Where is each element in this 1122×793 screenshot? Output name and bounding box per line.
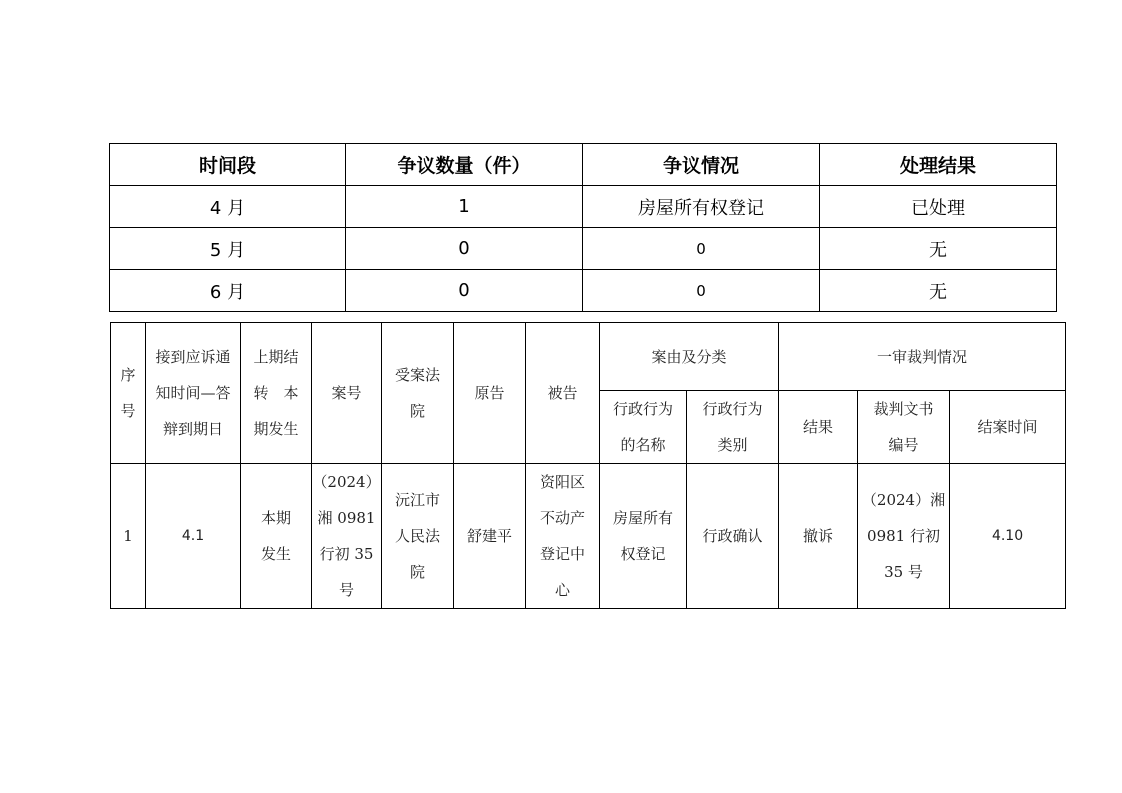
header-case-number: 案号 <box>312 323 382 464</box>
header-document-number: 裁判文书 编号 <box>858 391 950 464</box>
header-handling-result: 处理结果 <box>820 144 1057 186</box>
cell-carryover: 本期 发生 <box>241 464 312 609</box>
summary-row <box>110 228 1057 270</box>
header-action-name: 行政行为 的名称 <box>600 391 687 464</box>
cell-result: 已处理 <box>820 186 1057 228</box>
cell-situation: 0 <box>583 228 820 270</box>
header-seq: 序 号 <box>111 323 146 464</box>
cell-action-name: 房屋所有 权登记 <box>600 464 687 609</box>
cell-count: 1 <box>346 186 583 228</box>
cell-seq: 1 <box>111 464 146 609</box>
summary-header-row <box>110 144 1057 186</box>
header-plaintiff: 原告 <box>454 323 526 464</box>
header-cause-classification: 案由及分类 <box>600 323 779 391</box>
header-judgment-result: 结果 <box>779 391 858 464</box>
cell-period: 4 月 <box>110 186 346 228</box>
cell-situation: 房屋所有权登记 <box>583 186 820 228</box>
cell-result: 无 <box>820 228 1057 270</box>
cell-period: 5 月 <box>110 228 346 270</box>
header-dispute-count: 争议数量（件） <box>346 144 583 186</box>
cell-case-number: （2024） 湘 0981 行初 35 号 <box>312 464 382 609</box>
header-defendant: 被告 <box>526 323 600 464</box>
cell-count: 0 <box>346 270 583 312</box>
cell-notice-time: 4.1 <box>146 464 241 609</box>
summary-row <box>110 270 1057 312</box>
cell-judgment-result: 撤诉 <box>779 464 858 609</box>
cell-defendant: 资阳区 不动产 登记中 心 <box>526 464 600 609</box>
header-carryover: 上期结 转 本 期发生 <box>241 323 312 464</box>
cell-document-number: （2024）湘 0981 行初 35 号 <box>858 464 950 609</box>
header-close-time: 结案时间 <box>950 391 1066 464</box>
cell-period: 6 月 <box>110 270 346 312</box>
header-action-type: 行政行为 类别 <box>687 391 779 464</box>
litigation-case-table <box>110 322 1066 609</box>
cell-court: 沅江市 人民法 院 <box>382 464 454 609</box>
cell-close-time: 4.10 <box>950 464 1066 609</box>
case-row <box>111 464 1066 609</box>
header-period: 时间段 <box>110 144 346 186</box>
cell-result: 无 <box>820 270 1057 312</box>
cell-count: 0 <box>346 228 583 270</box>
case-header-row <box>111 323 1066 391</box>
cell-plaintiff: 舒建平 <box>454 464 526 609</box>
summary-row <box>110 186 1057 228</box>
header-notice-time: 接到应诉通 知时间—答 辩到期日 <box>146 323 241 464</box>
cell-situation: 0 <box>583 270 820 312</box>
cell-action-type: 行政确认 <box>687 464 779 609</box>
header-court: 受案法 院 <box>382 323 454 464</box>
header-first-instance: 一审裁判情况 <box>779 323 1066 391</box>
header-dispute-situation: 争议情况 <box>583 144 820 186</box>
dispute-summary-table <box>109 143 1057 312</box>
